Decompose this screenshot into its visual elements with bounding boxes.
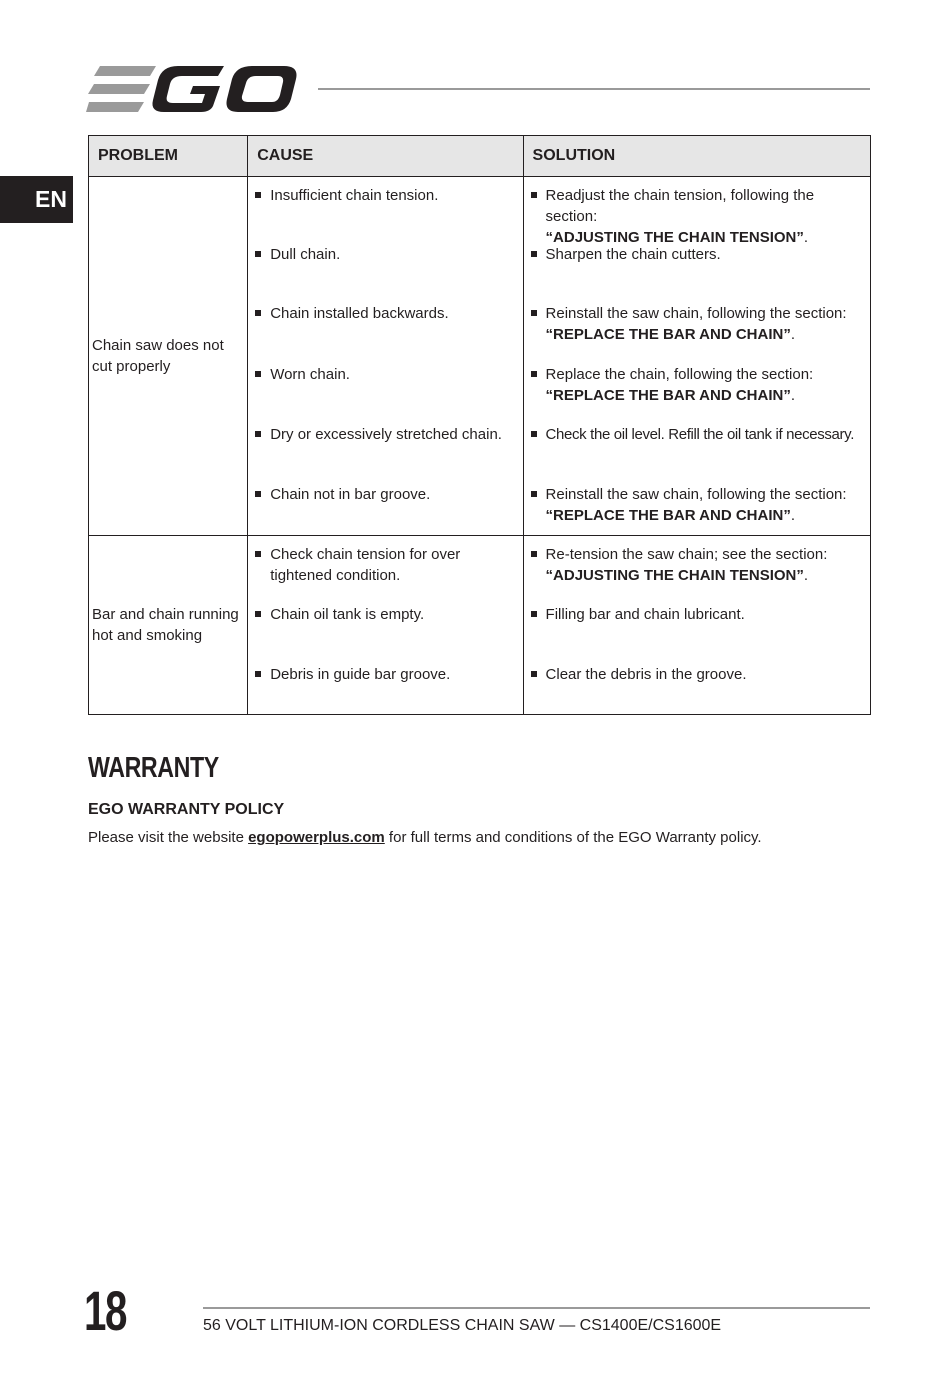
cause-cell <box>248 177 523 536</box>
warranty-heading: WARRANTY <box>88 752 219 784</box>
solution-item <box>530 303 868 364</box>
logo-e-stripes-icon <box>86 66 156 112</box>
solution-cell <box>523 536 870 715</box>
solution-text: Readjust the chain tension, following the section: <box>545 187 815 225</box>
ego-logo <box>86 64 298 114</box>
table-row <box>89 177 871 536</box>
table-row <box>89 536 871 715</box>
solution-reference: “ADJUSTING THE CHAIN TENSION”. <box>545 567 809 584</box>
policy-text-before: Please visit the website <box>88 829 249 846</box>
page-number: 18 <box>84 1279 126 1342</box>
solution-text: Reinstall the saw chain, following the section: <box>545 305 847 322</box>
cause-item: Debris in guide bar groove. <box>254 664 520 685</box>
cause-item: Chain not in bar groove. <box>254 484 520 505</box>
cause-cell <box>248 536 523 715</box>
cause-item: Chain oil tank is empty. <box>254 604 520 664</box>
solution-item <box>530 664 868 685</box>
solution-reference: “REPLACE THE BAR AND CHAIN”. <box>545 326 795 343</box>
problem-cell: Bar and chain running hot and smoking <box>89 536 248 715</box>
header-solution: SOLUTION <box>523 136 870 177</box>
header-rule <box>318 88 870 90</box>
table-header-row <box>89 136 871 177</box>
language-tab: EN <box>0 176 73 223</box>
solution-reference: “REPLACE THE BAR AND CHAIN”. <box>545 387 795 404</box>
cause-item: Check chain tension for over tightened condition. <box>254 544 520 604</box>
troubleshooting-table <box>88 135 871 715</box>
solution-text: Clear the debris in the groove. <box>545 666 747 683</box>
solution-text: Filling bar and chain lubricant. <box>545 606 745 623</box>
solution-reference: “REPLACE THE BAR AND CHAIN”. <box>545 507 795 524</box>
cause-item: Dry or excessively stretched chain. <box>254 424 520 484</box>
solution-text: Sharpen the chain cutters. <box>545 246 721 263</box>
policy-text-after: for full terms and conditions of the EGO Warranty policy. <box>384 829 762 846</box>
warranty-policy-title: EGO WARRANTY POLICY <box>88 801 285 818</box>
footer-product-title: 56 VOLT LITHIUM-ION CORDLESS CHAIN SAW — CS1400E/CS1600E <box>203 1317 722 1334</box>
header-cause: CAUSE <box>248 136 523 177</box>
cause-item: Insufficient chain tension. <box>254 185 520 244</box>
solution-text: Check the oil level. Refill the oil tank if necessary. <box>545 426 855 443</box>
solution-item <box>530 364 868 424</box>
solution-text: Replace the chain, following the section: <box>545 366 814 383</box>
cause-item: Worn chain. <box>254 364 520 424</box>
solution-item <box>530 484 868 526</box>
solution-item <box>530 244 868 303</box>
header-problem: PROBLEM <box>89 136 248 177</box>
solution-reference: “ADJUSTING THE CHAIN TENSION”. <box>545 229 809 246</box>
website-link[interactable]: egopowerplus.com <box>248 829 385 846</box>
solution-item <box>530 604 868 664</box>
logo-o-letter-icon <box>226 66 296 112</box>
footer-rule <box>203 1307 870 1309</box>
warranty-policy-text <box>88 828 878 848</box>
solution-item <box>530 424 868 484</box>
solution-cell <box>523 177 870 536</box>
cause-item: Dull chain. <box>254 244 520 303</box>
solution-item <box>530 544 868 604</box>
problem-cell: Chain saw does not cut properly <box>89 177 248 536</box>
cause-item: Chain installed backwards. <box>254 303 520 364</box>
solution-item <box>530 185 868 244</box>
logo-g-letter-icon <box>152 66 224 112</box>
solution-text: Reinstall the saw chain, following the section: <box>545 486 847 503</box>
solution-text: Re-tension the saw chain; see the section: <box>545 546 828 563</box>
